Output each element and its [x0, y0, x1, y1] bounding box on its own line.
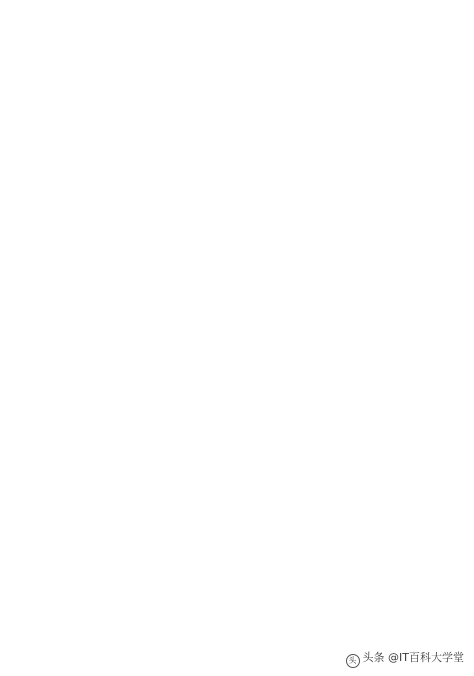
watermark-text: 头条 @IT百科大学堂	[362, 651, 464, 664]
toutiao-logo-icon: 头	[346, 654, 360, 668]
watermark	[346, 649, 464, 668]
